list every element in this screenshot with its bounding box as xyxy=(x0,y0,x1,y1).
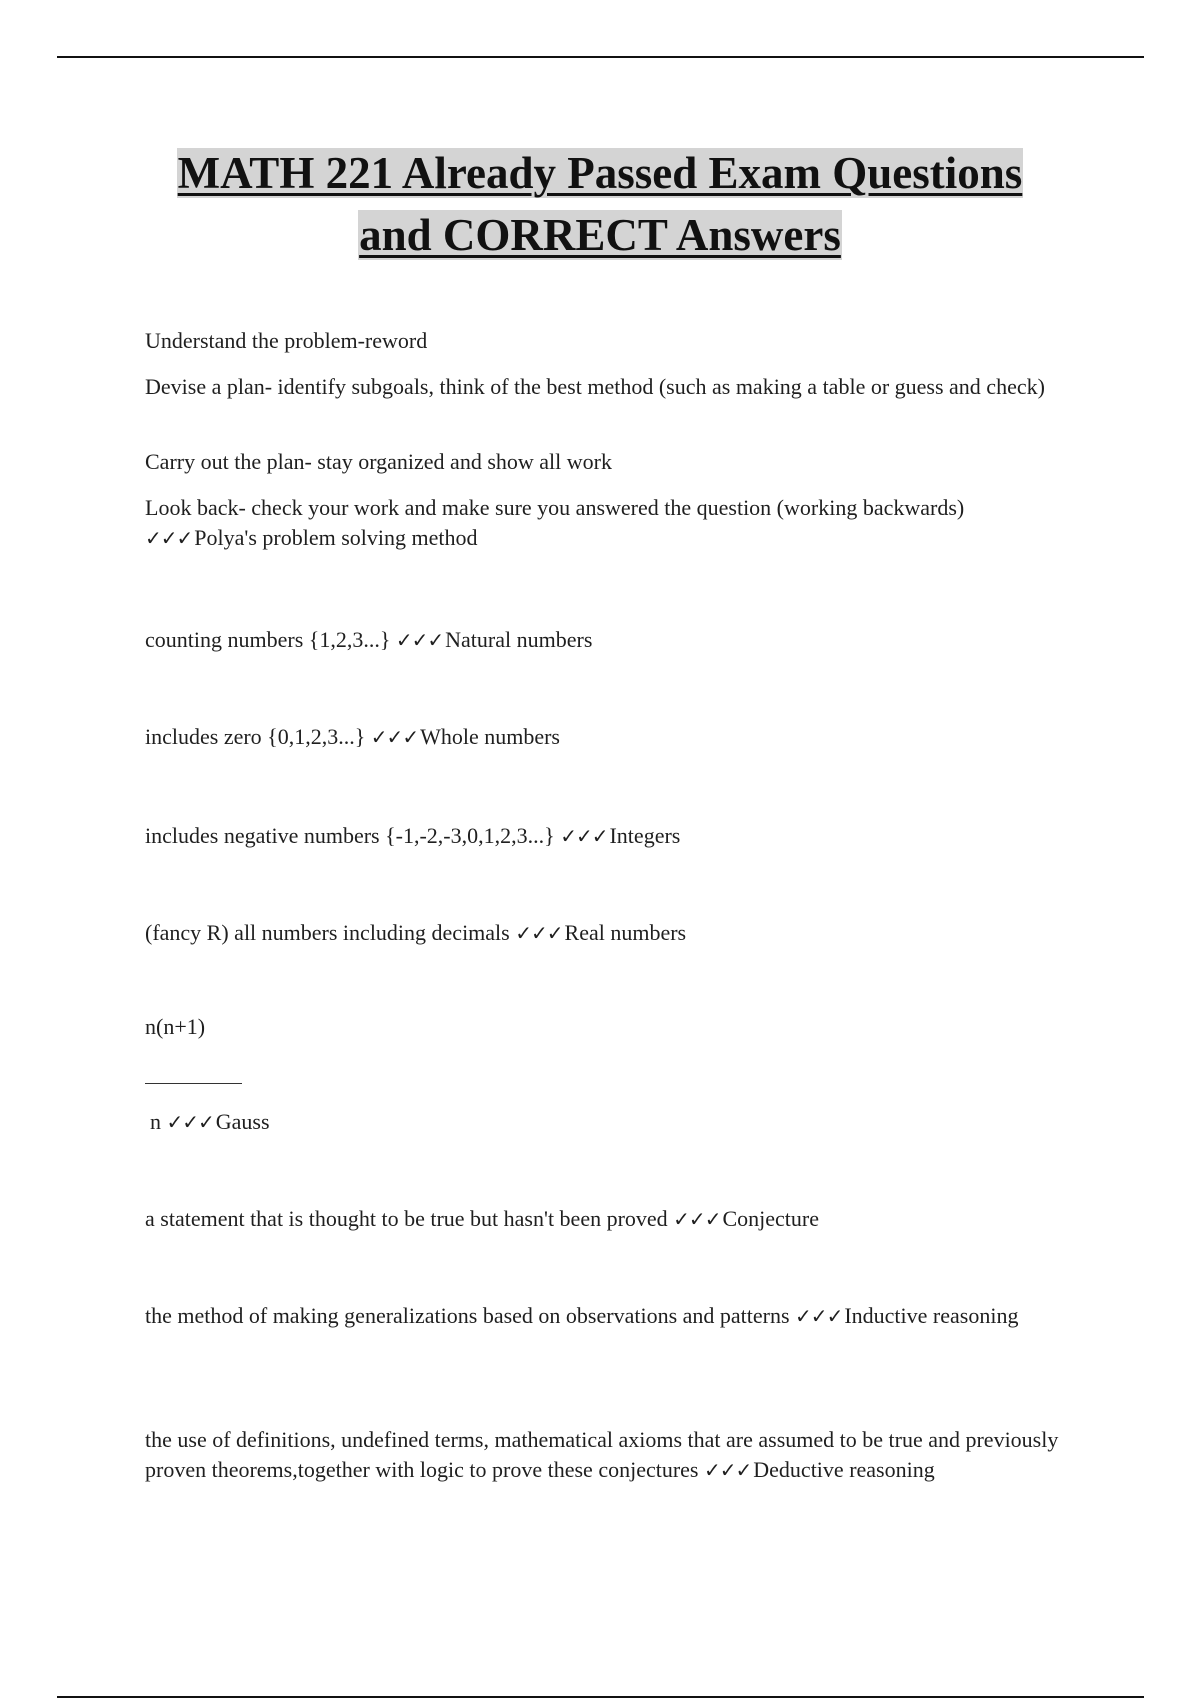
qa-item-whole xyxy=(145,722,1065,752)
check-mark-icon: ✓✓✓ xyxy=(795,1304,843,1328)
polya-step-2 xyxy=(145,372,1065,402)
qa-answer: Whole numbers xyxy=(420,724,560,749)
fraction-bar xyxy=(145,1083,242,1084)
qa-question: the use of definitions, undefined terms, mathematical axioms that are assumed to be true and previously proven theorems,together with logic to prove these conjectures xyxy=(145,1427,1059,1482)
check-mark-icon: ✓✓✓ xyxy=(560,824,608,848)
qa-item-real xyxy=(145,918,1065,948)
gauss-numerator xyxy=(145,1012,1065,1042)
polya-step-3 xyxy=(145,447,1065,477)
check-mark-icon: ✓✓✓ xyxy=(370,725,419,749)
polya-step-4 xyxy=(145,493,1065,553)
check-mark-icon: ✓✓✓ xyxy=(166,1110,214,1134)
check-mark-icon: ✓✓✓ xyxy=(395,628,444,652)
qa-question: (fancy R) all numbers including decimals xyxy=(145,920,510,945)
top-rule xyxy=(57,56,1144,58)
qa-item-inductive xyxy=(145,1301,1065,1331)
qa-answer: Real numbers xyxy=(564,920,687,945)
title-line-2: and CORRECT Answers xyxy=(359,210,841,260)
polya-answer: Polya's problem solving method xyxy=(194,525,478,550)
qa-item-integers xyxy=(145,821,1065,851)
qa-item-conjecture xyxy=(145,1204,1065,1234)
gauss-denominator xyxy=(150,1107,1070,1137)
polya-step-1-text: Understand the problem-reword xyxy=(145,328,428,353)
check-mark-icon: ✓✓✓ xyxy=(515,921,563,945)
gauss-denominator-text: n xyxy=(150,1109,161,1134)
qa-answer: Natural numbers xyxy=(445,627,593,652)
check-mark-icon: ✓✓✓ xyxy=(145,526,193,550)
qa-item-deductive xyxy=(145,1425,1065,1485)
qa-answer: Inductive reasoning xyxy=(844,1303,1019,1328)
gauss-answer: Gauss xyxy=(215,1109,270,1134)
bottom-rule xyxy=(57,1696,1144,1698)
qa-answer: Integers xyxy=(609,823,681,848)
qa-question: includes zero {0,1,2,3...} xyxy=(145,724,366,749)
page-title xyxy=(0,142,1200,266)
qa-question: includes negative numbers {-1,-2,-3,0,1,2,3...} xyxy=(145,823,555,848)
polya-step-1 xyxy=(145,326,1065,356)
qa-question: a statement that is thought to be true but hasn't been proved xyxy=(145,1206,668,1231)
polya-step-3-text: Carry out the plan- stay organized and show all work xyxy=(145,449,612,474)
qa-question: counting numbers {1,2,3...} xyxy=(145,627,391,652)
polya-step-4-text: Look back- check your work and make sure you answered the question (working backwards) xyxy=(145,495,965,520)
check-mark-icon: ✓✓✓ xyxy=(704,1458,752,1482)
gauss-numerator-text: n(n+1) xyxy=(145,1014,206,1039)
qa-question: the method of making generalizations based on observations and patterns xyxy=(145,1303,790,1328)
qa-answer: Deductive reasoning xyxy=(753,1457,935,1482)
qa-answer: Conjecture xyxy=(722,1206,819,1231)
title-line-1: MATH 221 Already Passed Exam Questions xyxy=(177,148,1023,198)
polya-step-2-text: Devise a plan- identify subgoals, think of the best method (such as making a table or guess and check) xyxy=(145,374,1045,399)
check-mark-icon: ✓✓✓ xyxy=(673,1207,721,1231)
qa-item-natural xyxy=(145,625,1065,655)
